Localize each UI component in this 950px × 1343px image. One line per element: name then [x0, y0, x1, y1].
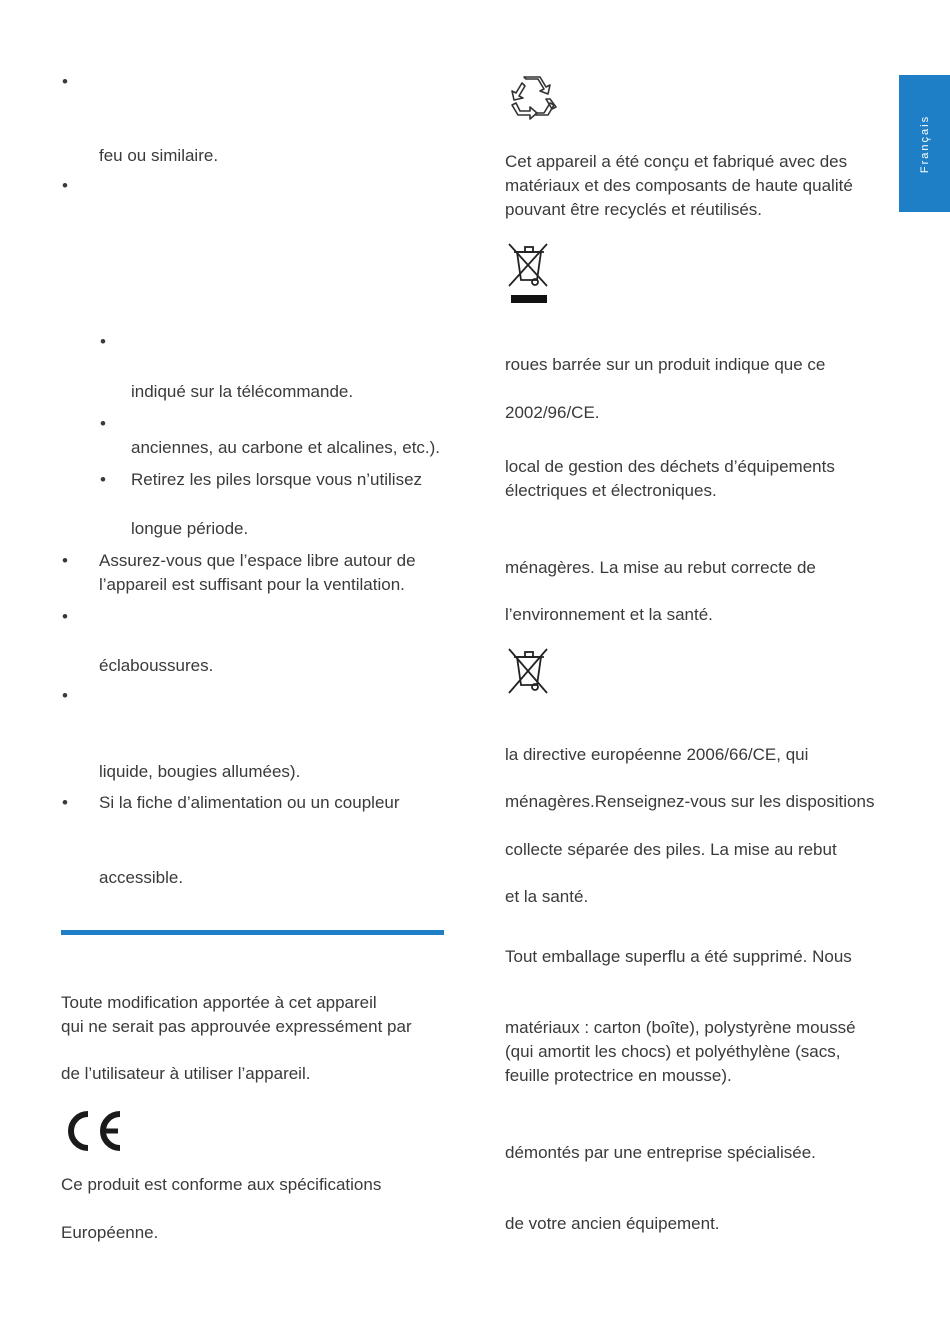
text-line: de votre ancien équipement. — [505, 1214, 720, 1233]
text-line: (qui amortit les chocs) et polyéthylène (sacs, — [505, 1042, 841, 1061]
text-line: ménagères. La mise au rebut correcte de — [505, 558, 816, 577]
text-line: Toute modification apportée à cet appareil — [61, 993, 377, 1012]
text-line: démontés par une entreprise spécialisée. — [505, 1143, 816, 1162]
text-line: Cet appareil a été conçu et fabriqué avec des — [505, 152, 848, 171]
language-tab — [899, 75, 950, 212]
text-line: pouvant être recyclés et réutilisés. — [505, 200, 763, 219]
bullet: • — [62, 686, 68, 705]
text-line: l’appareil est suffisant pour la ventilation. — [99, 575, 405, 594]
bullet: • — [100, 414, 106, 433]
language-tab-label: Français — [918, 114, 931, 173]
bullet: • — [62, 72, 68, 91]
section-divider — [61, 930, 444, 935]
text-line: ménagères.Renseignez-vous sur les dispositions — [505, 792, 875, 811]
text-line: indiqué sur la télécommande. — [131, 382, 354, 401]
text-line: Retirez les piles lorsque vous n’utilisez — [131, 470, 423, 489]
text-line: l’environnement et la santé. — [505, 605, 713, 624]
text-line: de l’utilisateur à utiliser l’appareil. — [61, 1064, 311, 1083]
text-line: Européenne. — [61, 1223, 159, 1242]
bullet: • — [100, 332, 106, 351]
bullet: • — [62, 176, 68, 195]
text-line: longue période. — [131, 519, 249, 538]
text-line: accessible. — [99, 868, 184, 887]
text-line: local de gestion des déchets d’équipements — [505, 457, 835, 476]
bullet: • — [62, 607, 68, 626]
text-line: matériaux : carton (boîte), polystyrène moussé — [505, 1018, 856, 1037]
text-line: liquide, bougies allumées). — [99, 762, 301, 781]
text-line: feu ou similaire. — [99, 146, 219, 165]
text-line: anciennes, au carbone et alcalines, etc.). — [131, 438, 441, 457]
text-line: feuille protectrice en mousse). — [505, 1066, 732, 1085]
text-line: qui ne serait pas approuvée expressément par — [61, 1017, 412, 1036]
text-line: matériaux et des composants de haute qualité — [505, 176, 853, 195]
text-line: Tout emballage superflu a été supprimé. Nous — [505, 947, 852, 966]
text-line: collecte séparée des piles. La mise au rebut — [505, 840, 837, 859]
text-line: 2002/96/CE. — [505, 403, 600, 422]
text-line: Si la fiche d’alimentation ou un coupleur — [99, 793, 400, 812]
crossed-bin-icon — [505, 240, 551, 306]
text-line: et la santé. — [505, 887, 589, 906]
text-line: éclaboussures. — [99, 656, 214, 675]
text-line: roues barrée sur un produit indique que ce — [505, 355, 826, 374]
crossed-bin-icon — [505, 647, 551, 695]
recycle-icon — [506, 75, 558, 125]
bullet: • — [62, 551, 68, 570]
ce-mark-icon — [60, 1108, 124, 1154]
bullet: • — [62, 793, 68, 812]
text-line: la directive européenne 2006/66/CE, qui — [505, 745, 809, 764]
text-line: électriques et électroniques. — [505, 481, 717, 500]
text-line: Ce produit est conforme aux spécifications — [61, 1175, 382, 1194]
bullet: • — [100, 470, 106, 489]
text-line: Assurez-vous que l’espace libre autour de — [99, 551, 416, 570]
